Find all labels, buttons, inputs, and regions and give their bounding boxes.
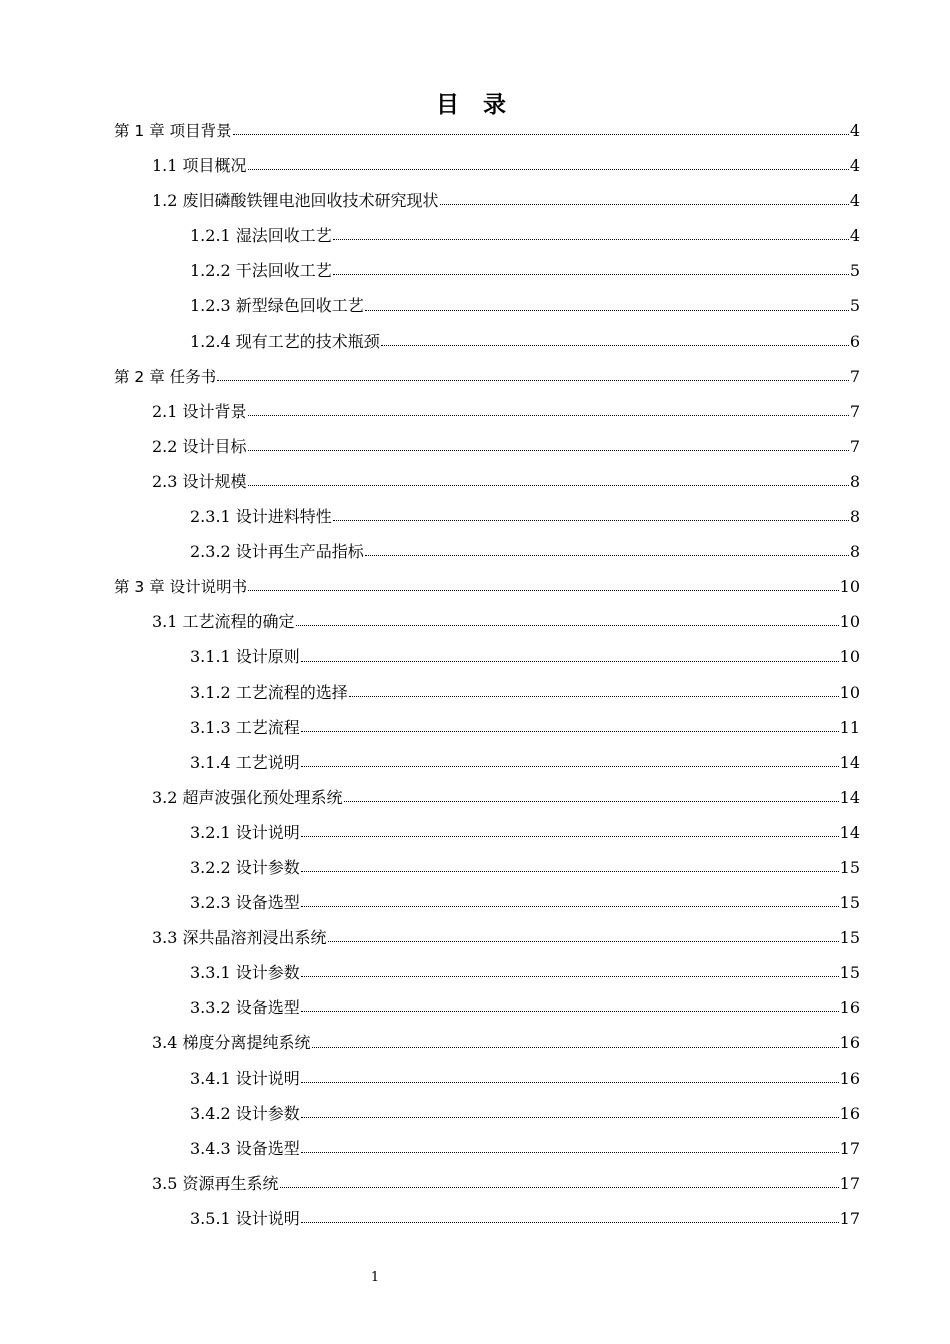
toc-entry[interactable] (114, 639, 860, 674)
toc-entry[interactable] (114, 604, 860, 639)
toc-entry[interactable] (114, 394, 860, 429)
toc-entry[interactable] (114, 429, 860, 464)
toc-entry-label: 1.2 废旧磷酸铁锂电池回收技术研究现状 (152, 191, 439, 211)
toc-dot-leader (301, 660, 839, 662)
toc-entry[interactable] (114, 288, 860, 323)
toc-entry[interactable] (114, 955, 860, 990)
page-title: 目 录 (435, 92, 514, 118)
toc-entry-page: 17 (839, 1138, 860, 1158)
toc-entry-label: 3.1.3 工艺流程 (190, 717, 300, 737)
toc-entry[interactable] (114, 990, 860, 1025)
toc-dot-leader (328, 940, 839, 942)
toc-entry-label: 3.4 梯度分离提纯系统 (152, 1033, 311, 1053)
toc-entry[interactable] (114, 675, 860, 710)
toc-entry-page: 6 (849, 331, 860, 351)
toc-entry-page: 10 (839, 682, 860, 702)
toc-entry[interactable] (114, 499, 860, 534)
toc-entry-label: 1.2.3 新型绿色回收工艺 (190, 296, 364, 316)
toc-dot-leader (440, 203, 849, 205)
toc-entry[interactable] (114, 850, 860, 885)
toc-entry[interactable] (114, 148, 860, 183)
toc-entry[interactable] (114, 359, 860, 394)
toc-dot-leader (301, 1010, 839, 1012)
toc-dot-leader (301, 905, 839, 907)
toc-entry[interactable] (114, 780, 860, 815)
toc-entry-label: 第 2 章 任务书 (114, 367, 217, 386)
toc-entry[interactable] (114, 1201, 860, 1236)
toc-entry[interactable] (114, 710, 860, 745)
toc-dot-leader (301, 765, 839, 767)
toc-entry[interactable] (114, 1025, 860, 1060)
table-of-contents (114, 113, 860, 1236)
toc-entry-label: 3.2.1 设计说明 (190, 822, 300, 842)
toc-entry[interactable] (114, 569, 860, 604)
toc-entry[interactable] (114, 920, 860, 955)
toc-entry-label: 第 3 章 设计说明书 (114, 578, 248, 597)
toc-dot-leader (301, 975, 839, 977)
toc-entry-label: 3.3.1 设计参数 (190, 963, 300, 983)
toc-dot-leader (248, 414, 849, 416)
toc-entry-page: 4 (849, 226, 860, 246)
toc-entry-page: 15 (839, 928, 860, 948)
toc-entry-label: 1.1 项目概况 (152, 156, 247, 176)
toc-entry-page: 11 (839, 717, 860, 737)
toc-dot-leader (381, 344, 849, 346)
toc-dot-leader (312, 1046, 839, 1048)
toc-entry-label: 2.3.2 设计再生产品指标 (190, 542, 364, 562)
toc-entry-label: 1.2.4 现有工艺的技术瓶颈 (190, 331, 380, 351)
toc-entry-label: 2.1 设计背景 (152, 401, 247, 421)
toc-entry[interactable] (114, 885, 860, 920)
toc-entry[interactable] (114, 253, 860, 288)
toc-dot-leader (217, 379, 849, 381)
toc-entry-label: 第 1 章 项目背景 (114, 122, 232, 140)
toc-entry-page: 10 (839, 647, 860, 667)
toc-entry[interactable] (114, 815, 860, 850)
toc-entry-label: 3.1 工艺流程的确定 (152, 612, 295, 632)
toc-dot-leader (301, 1151, 839, 1153)
toc-entry-label: 3.5.1 设计说明 (190, 1208, 300, 1228)
toc-dot-leader (301, 730, 839, 732)
toc-entry-page: 5 (849, 261, 860, 281)
toc-entry-page: 7 (849, 436, 860, 456)
toc-entry-page: 4 (849, 121, 860, 140)
toc-entry-page: 14 (839, 752, 860, 772)
toc-entry-page: 8 (849, 471, 860, 491)
toc-dot-leader (248, 484, 849, 486)
toc-entry-page: 16 (839, 1068, 860, 1088)
toc-entry-label: 3.4.3 设备选型 (190, 1138, 300, 1158)
toc-dot-leader (301, 870, 839, 872)
toc-entry-page: 17 (839, 1208, 860, 1228)
toc-entry-page: 16 (839, 1033, 860, 1053)
toc-entry[interactable] (114, 1166, 860, 1201)
toc-entry-label: 1.2.2 干法回收工艺 (190, 261, 332, 281)
toc-entry[interactable] (114, 534, 860, 569)
toc-entry[interactable] (114, 183, 860, 218)
toc-entry-label: 3.2.3 设备选型 (190, 893, 300, 913)
toc-entry-page: 15 (839, 963, 860, 983)
toc-dot-leader (280, 1186, 839, 1188)
toc-entry-page: 5 (849, 296, 860, 316)
toc-entry-page: 17 (839, 1173, 860, 1193)
toc-entry-label: 3.1.4 工艺说明 (190, 752, 300, 772)
toc-entry-label: 3.2.2 设计参数 (190, 857, 300, 877)
toc-entry-page: 16 (839, 998, 860, 1018)
toc-dot-leader (333, 273, 849, 275)
toc-entry-label: 3.4.2 设计参数 (190, 1103, 300, 1123)
toc-dot-leader (365, 554, 849, 556)
toc-entry-label: 2.2 设计目标 (152, 436, 247, 456)
toc-entry[interactable] (114, 1096, 860, 1131)
toc-entry-page: 15 (839, 857, 860, 877)
toc-entry-label: 3.3 深共晶溶剂浸出系统 (152, 928, 327, 948)
toc-entry-label: 3.5 资源再生系统 (152, 1173, 279, 1193)
toc-dot-leader (333, 519, 849, 521)
toc-entry-label: 1.2.1 湿法回收工艺 (190, 226, 332, 246)
toc-entry[interactable] (114, 324, 860, 359)
toc-entry[interactable] (114, 218, 860, 253)
toc-entry[interactable] (114, 745, 860, 780)
toc-entry-label: 2.3.1 设计进料特性 (190, 507, 332, 527)
toc-dot-leader (344, 800, 839, 802)
toc-entry-page: 14 (839, 822, 860, 842)
toc-entry-page: 8 (849, 507, 860, 527)
toc-dot-leader (296, 624, 839, 626)
toc-entry-page: 4 (849, 191, 860, 211)
toc-entry-page: 8 (849, 542, 860, 562)
toc-entry[interactable] (114, 113, 860, 148)
toc-dot-leader (349, 695, 839, 697)
toc-dot-leader (301, 835, 839, 837)
toc-entry[interactable] (114, 464, 860, 499)
toc-dot-leader (248, 589, 838, 591)
toc-entry-page: 15 (839, 893, 860, 913)
toc-entry-label: 3.1.1 设计原则 (190, 647, 300, 667)
toc-entry[interactable] (114, 1131, 860, 1166)
toc-entry-page: 16 (839, 1103, 860, 1123)
toc-dot-leader (333, 238, 849, 240)
toc-entry-page: 14 (839, 787, 860, 807)
toc-entry[interactable] (114, 1061, 860, 1096)
toc-entry-label: 3.1.2 工艺流程的选择 (190, 682, 348, 702)
toc-entry-page: 7 (849, 366, 860, 386)
toc-entry-page: 4 (849, 156, 860, 176)
page-number: 1 (370, 1270, 380, 1285)
toc-dot-leader (301, 1081, 839, 1083)
toc-dot-leader (301, 1116, 839, 1118)
toc-entry-label: 3.3.2 设备选型 (190, 998, 300, 1018)
toc-dot-leader (301, 1221, 839, 1223)
toc-entry-label: 3.2 超声波强化预处理系统 (152, 787, 343, 807)
toc-dot-leader (233, 133, 849, 135)
toc-dot-leader (248, 168, 849, 170)
toc-entry-label: 3.4.1 设计说明 (190, 1068, 300, 1088)
toc-entry-page: 10 (839, 612, 860, 632)
toc-dot-leader (248, 449, 849, 451)
toc-dot-leader (365, 309, 849, 311)
toc-entry-page: 7 (849, 401, 860, 421)
toc-entry-page: 10 (839, 577, 860, 597)
toc-entry-label: 2.3 设计规模 (152, 471, 247, 491)
